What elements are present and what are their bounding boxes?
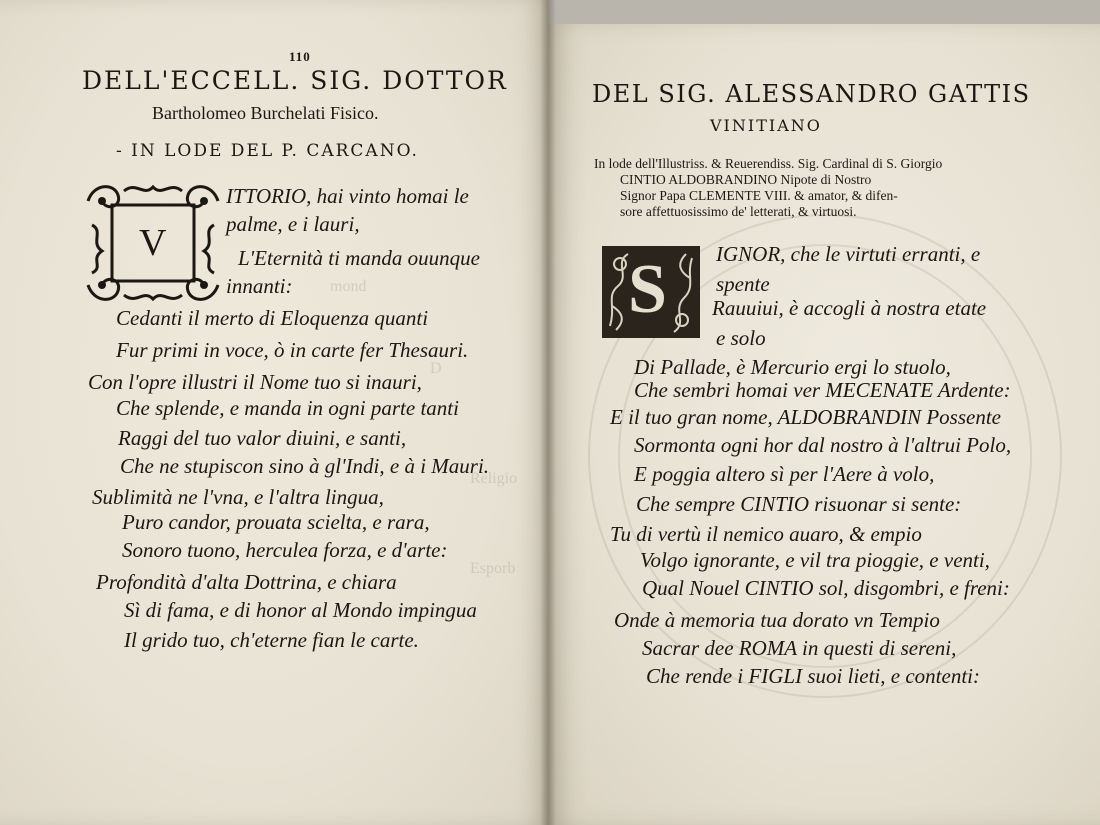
decorated-initial-v — [84, 181, 222, 305]
verse-line: palme, e i lauri, — [226, 212, 360, 236]
verse-line: Onde à memoria tua dorato vn Tempio — [614, 608, 940, 632]
show-through-text: Esporb — [470, 560, 516, 577]
verse-line: Tu di vertù il nemico auaro, & empio — [610, 522, 922, 546]
verse-line: Volgo ignorante, e vil tra pioggie, e venti, — [640, 548, 990, 572]
verse-line: Che sembri homai ver MECENATE Ardente: — [634, 378, 1011, 402]
verse-line: ITTORIO, hai vinto homai le — [226, 184, 469, 208]
verse-line: e solo — [716, 326, 766, 350]
show-through-text: Religio — [470, 470, 518, 487]
show-through-text: D — [430, 360, 442, 377]
poem-title-author: DEL SIG. ALESSANDRO GATTIS — [592, 80, 1031, 108]
verse-line: Che splende, e manda in ogni parte tanti — [116, 396, 459, 420]
verse-line: spente — [716, 272, 770, 296]
dedication-line: CINTIO ALDOBRANDINO Nipote di Nostro — [620, 172, 872, 187]
verse-line: innanti: — [226, 274, 293, 298]
dedication-line: sore affettuosissimo de' letterati, & virtuosi. — [620, 204, 857, 219]
poem-title-author: DELL'ECCELL. SIG. DOTTOR — [82, 66, 508, 95]
verse-line: Profondità d'alta Dottrina, e chiara — [96, 570, 397, 594]
verse-line: Con l'opre illustri il Nome tuo si inauri, — [88, 370, 422, 394]
verse-line: E poggia altero sì per l'Aere à volo, — [634, 462, 935, 486]
dedication-line: Signor Papa CLEMENTE VIII. & amator, & difen- — [620, 188, 898, 203]
verse-line: Cedanti il merto di Eloquenza quanti — [116, 306, 429, 330]
poem-author-city: VINITIANO — [710, 116, 822, 135]
right-page — [548, 24, 1100, 825]
verse-line: Sublimità ne l'vna, e l'altra lingua, — [92, 485, 384, 509]
verse-line: Qual Nouel CINTIO sol, disgombri, e freni: — [642, 576, 1010, 600]
book-gutter — [540, 0, 556, 825]
verse-line: Che sempre CINTIO risuonar si sente: — [636, 492, 962, 516]
verse-line: Che rende i FIGLI suoi lieti, e contenti: — [646, 664, 980, 688]
verse-line: Di Pallade, è Mercurio ergi lo stuolo, — [634, 355, 951, 379]
verse-line: Fur primi in voce, ò in carte fer Thesauri. — [116, 338, 469, 362]
poem-author-name: Bartholomeo Burchelati Fisico. — [152, 103, 379, 123]
initial-letter: V — [139, 222, 167, 264]
initial-letter: S — [628, 251, 667, 328]
verse-line: Il grido tuo, ch'eterne fian le carte. — [124, 628, 419, 652]
verse-line: Sormonta ogni hor dal nostro à l'altrui Polo, — [634, 433, 1012, 457]
verse-line: L'Eternità ti manda ouunque — [238, 246, 480, 270]
verse-line: Che ne stupiscon sino à gl'Indi, e à i Mauri. — [120, 454, 490, 478]
verse-line: Raggi del tuo valor diuini, e santi, — [118, 426, 407, 450]
left-page — [0, 0, 548, 825]
verse-line: Sì di fama, e di honor al Mondo impingua — [124, 598, 477, 622]
verse-line: IGNOR, che le virtuti erranti, e — [716, 242, 981, 266]
verse-line: Rauuiui, è accogli à nostra etate — [712, 296, 987, 320]
verse-line: Puro candor, prouata scielta, e rara, — [122, 510, 430, 534]
decorated-initial-s — [602, 246, 700, 338]
verse-line: Sonoro tuono, herculea forza, e d'arte: — [122, 538, 448, 562]
verse-line: Sacrar dee ROMA in questi di sereni, — [642, 636, 957, 660]
dedication-line: In lode dell'Illustriss. & Reuerendiss. Sig. Cardinal di S. Giorgio — [594, 156, 943, 171]
verse-line: E il tuo gran nome, ALDOBRANDIN Possente — [610, 405, 1002, 429]
page-number: 110 — [289, 49, 311, 64]
show-through-text: mond — [330, 278, 367, 295]
poem-subject: - IN LODE DEL P. CARCANO. — [116, 141, 419, 161]
